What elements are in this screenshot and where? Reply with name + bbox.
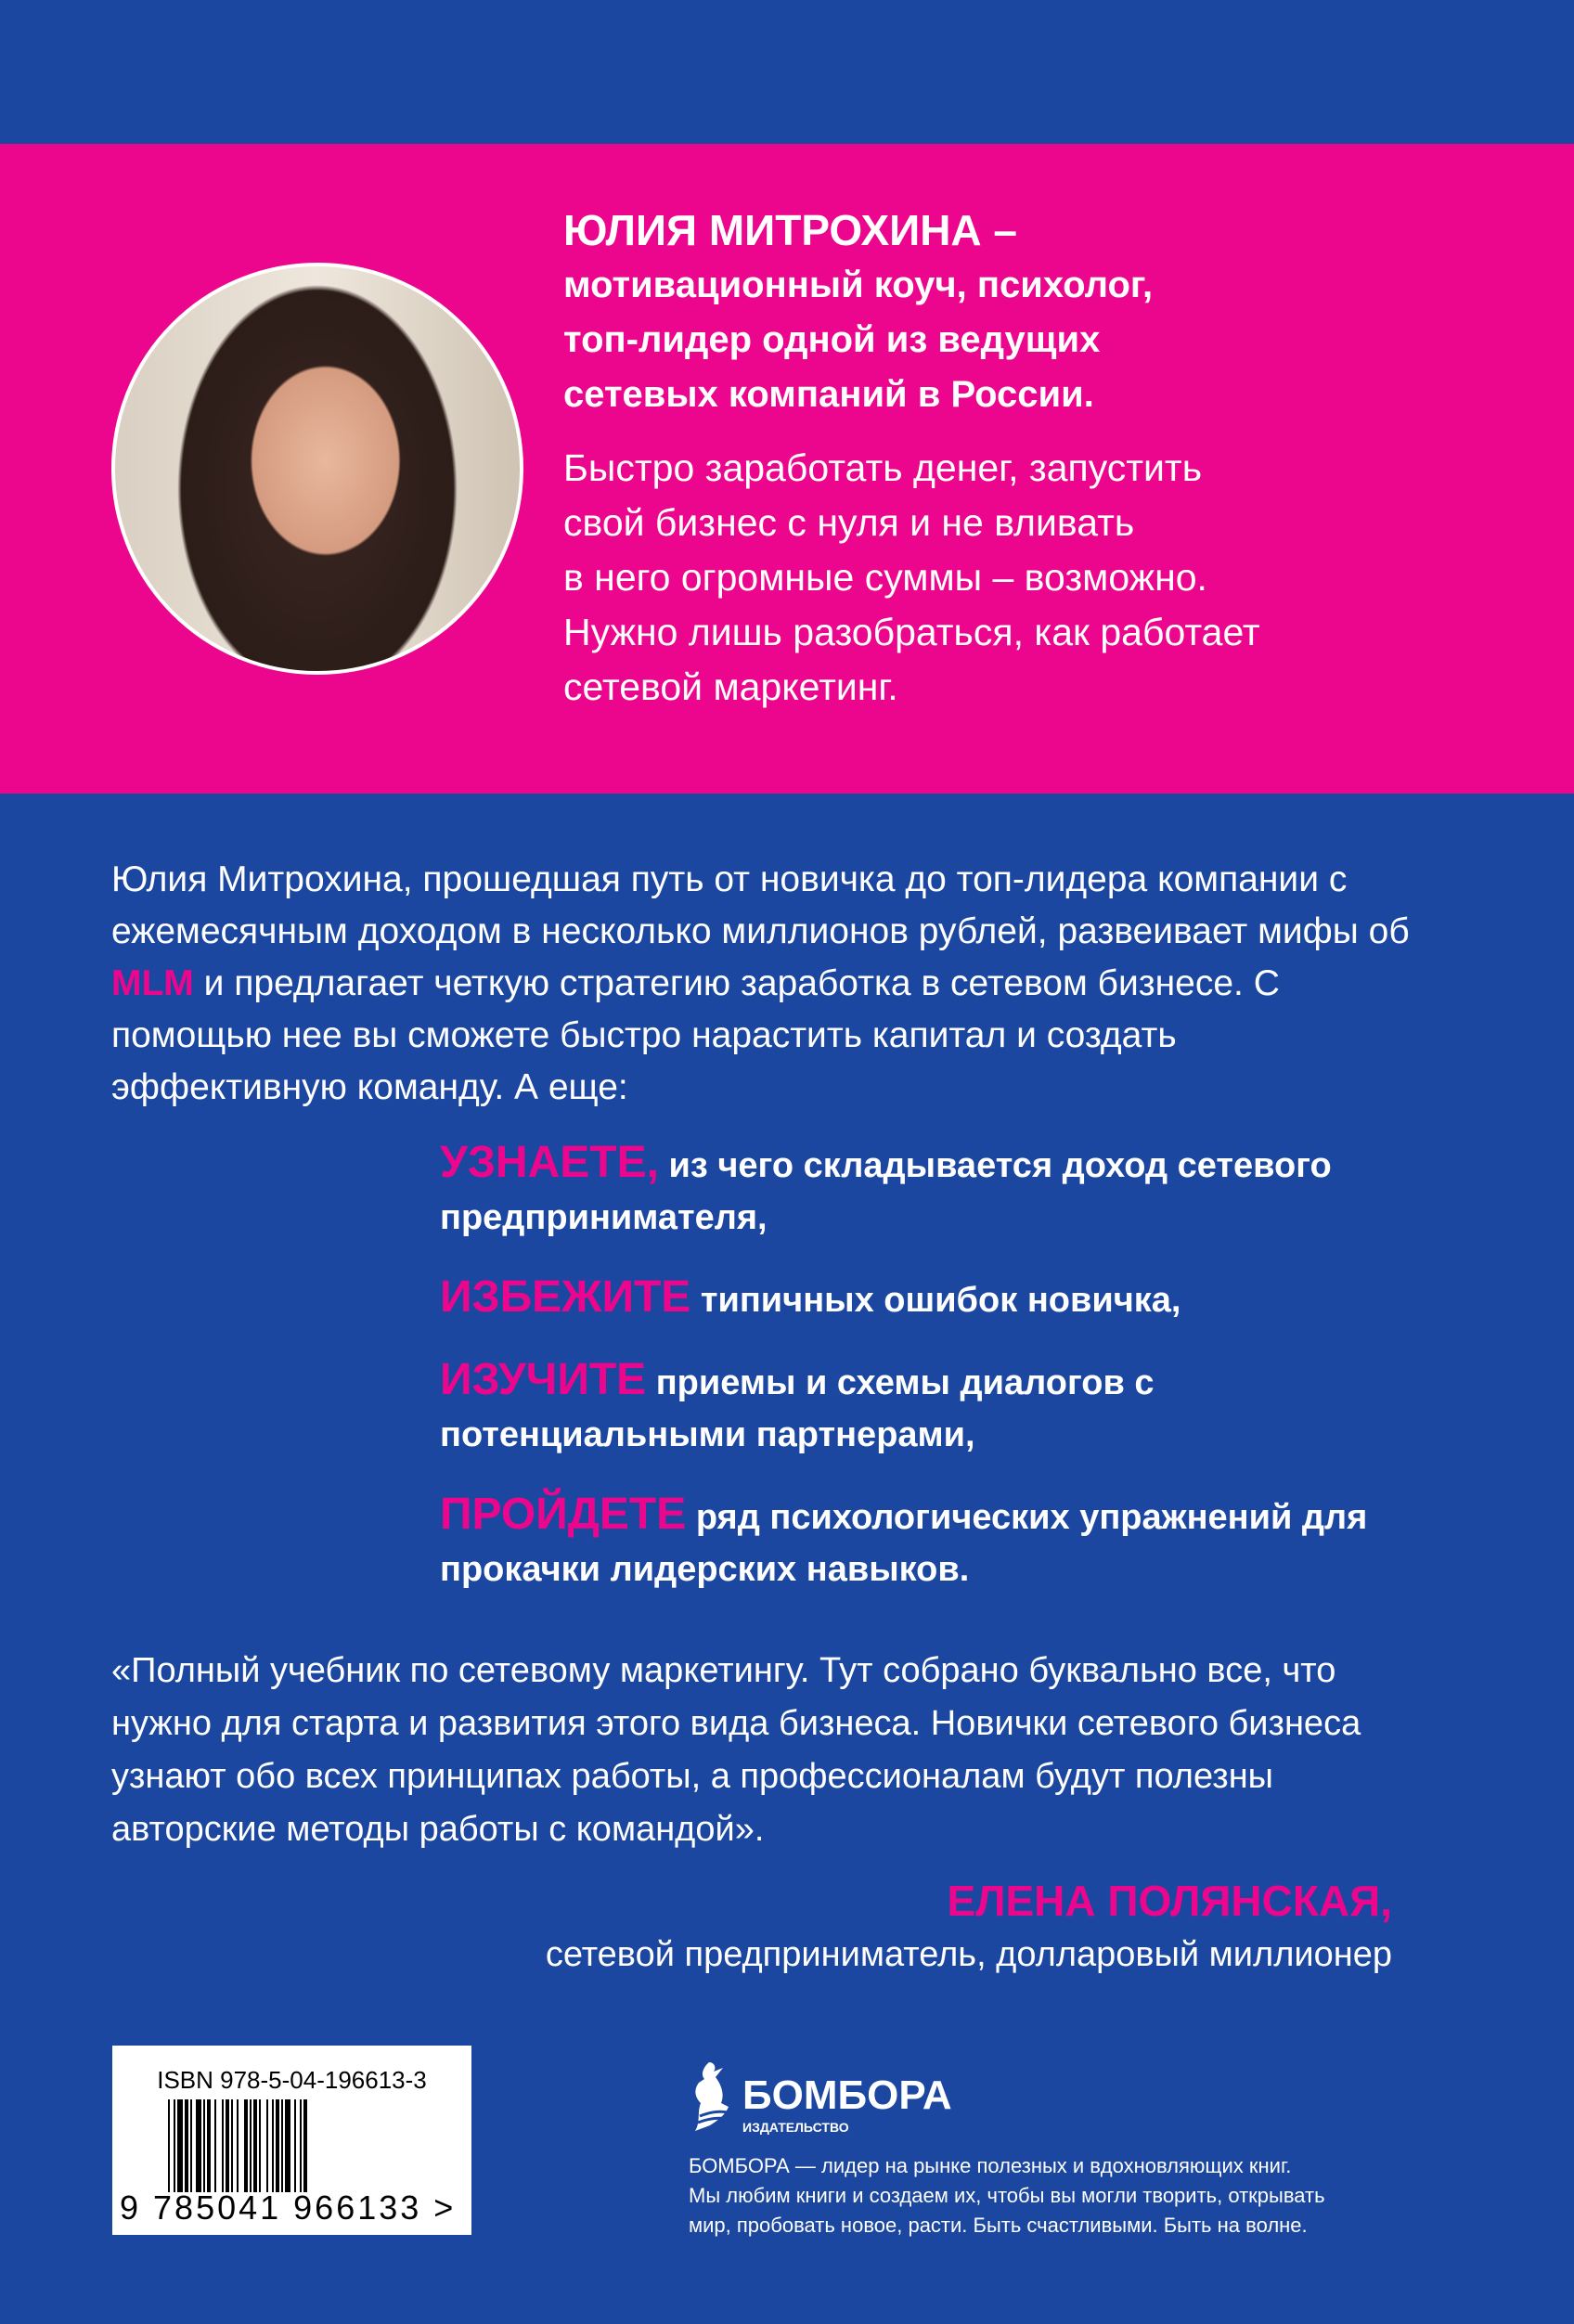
author-name: ЮЛИЯ МИТРОХИНА – xyxy=(563,206,1017,254)
publisher-figure-icon xyxy=(689,2060,735,2135)
mlm-highlight: MLM xyxy=(111,963,194,1003)
author-role-2: топ-лидер одной из ведущих xyxy=(563,319,1101,360)
benefit-keyword: ИЗУЧИТЕ xyxy=(440,1355,647,1404)
benefit-item xyxy=(440,1354,1461,1461)
publisher-name: БОМБОРА xyxy=(742,2072,952,2118)
benefit-text: из чего складывается доход сетевого предпринимателя, xyxy=(440,1146,1332,1237)
benefit-text: приемы и схемы диалогов с потенциальными партнерами, xyxy=(440,1363,1155,1454)
pitch-line: Быстро заработать денег, запустить xyxy=(563,446,1203,489)
benefit-keyword: УЗНАЕТЕ, xyxy=(440,1138,659,1187)
publisher-logo xyxy=(689,2060,952,2135)
intro-text: Юлия Митрохина, прошедшая путь от новичка до топ-лидера компании с ежемесячным доходом в несколько миллионов рублей, развеивает мифы об xyxy=(111,859,1410,951)
testimonial-author xyxy=(546,1873,1392,1981)
benefit-keyword: ИЗБЕЖИТЕ xyxy=(440,1272,691,1322)
quote-author-role: сетевой предприниматель, долларовый миллионер xyxy=(545,1935,1392,1974)
publisher-description xyxy=(689,2151,1450,2240)
benefit-text: типичных ошибок новичка, xyxy=(690,1281,1181,1320)
isbn-text: ISBN 978-5-04-196613-3 xyxy=(157,2066,427,2094)
author-role-1: мотивационный коуч, психолог, xyxy=(563,265,1154,305)
pitch-line: сетевой маркетинг. xyxy=(563,665,898,708)
benefit-keyword: ПРОЙДЕТЕ xyxy=(440,1490,687,1539)
barcode-bars xyxy=(168,2099,437,2192)
author-photo xyxy=(111,263,523,675)
publisher-line: мир, пробовать новое, расти. Быть счастливыми. Быть на волне. xyxy=(689,2214,1308,2237)
publisher-sub: ИЗДАТЕЛЬСТВО xyxy=(742,2120,849,2135)
barcode-digits: 9 785041 966133 > xyxy=(120,2188,457,2227)
publisher-line: Мы любим книги и создаем их, чтобы вы могли творить, открывать xyxy=(689,2184,1325,2207)
benefit-item xyxy=(440,1137,1461,1244)
testimonial-quote: «Полный учебник по сетевому маркетингу. Тут собрано буквально все, что нужно для старта и развития этого вида бизнеса. Новички сетевого бизнеса узнают обо всех принципах работы, а профессионалам будут полезны авторские методы работы с командой». xyxy=(111,1651,1361,1849)
publisher-line: БОМБОРА — лидер на рынке полезных и вдохновляющих книг. xyxy=(689,2154,1292,2177)
intro-text: и предлагает четкую стратегию заработка в сетевом бизнесе. С помощью нее вы сможете быстро нарастить капитал и создать эффективную команду. А еще: xyxy=(111,963,1280,1107)
author-role-3: сетевых компаний в России. xyxy=(563,374,1094,415)
benefit-item xyxy=(440,1489,1461,1595)
pitch-line: в него огромные суммы – возможно. xyxy=(563,556,1207,599)
quote-author-name: ЕЛЕНА ПОЛЯНСКАЯ, xyxy=(947,1877,1392,1925)
isbn-barcode xyxy=(112,2046,471,2235)
pitch-line: Нужно лишь разобраться, как работает xyxy=(563,611,1260,653)
pitch-line: свой бизнес с нуля и не вливать xyxy=(563,501,1135,544)
author-block xyxy=(563,202,1491,715)
benefit-item xyxy=(440,1272,1461,1326)
intro-paragraph xyxy=(111,854,1411,1114)
benefit-text: ряд психологических упражнений для прокачки лидерских навыков. xyxy=(440,1498,1368,1589)
benefits-list xyxy=(440,1137,1461,1623)
